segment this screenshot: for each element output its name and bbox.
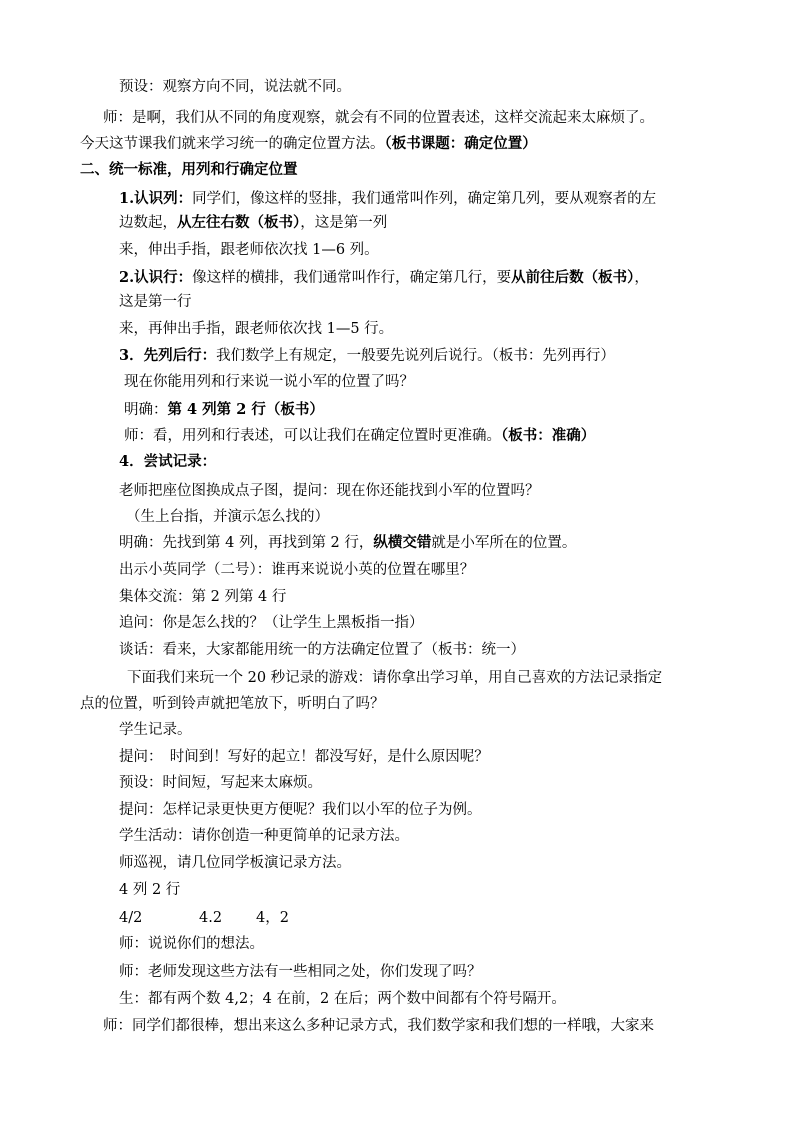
text-line: 生：都有两个数 4,2；4 在前，2 在后；两个数中间都有个符号隔开。 <box>119 991 566 1007</box>
text-line: 集体交流：第 2 列第 4 行 <box>119 589 287 605</box>
bold-text: 3．先列后行： <box>119 347 217 364</box>
text-line: 老师把座位图换成点子图，提问：现在你还能找到小军的位置吗？ <box>119 483 540 499</box>
text-line: 师：同学们都很棒，想出来这么多种记录方式，我们数学家和我们想的一样哦，大家来 <box>103 1018 654 1034</box>
text-span: 今天这节课我们就来学习统一的确定位置方法。 <box>80 136 385 152</box>
text-line: 点的位置，听到铃声就把笔放下，听明白了吗？ <box>80 696 385 712</box>
text-line: 4 列 2 行 <box>119 882 181 898</box>
bold-text: （板书课题：确定位置） <box>384 135 537 152</box>
bold-text: 第 4 列第 2 行（板书） <box>167 401 324 418</box>
notation-example: 4.2 <box>199 910 223 926</box>
text-line <box>119 189 656 209</box>
text-line: 谈话：看来，大家都能用统一的方法确定位置了（板书：统一） <box>119 642 525 658</box>
bold-text: 纵横交错 <box>373 534 432 551</box>
text-line: 提问：怎样记录更快更方便呢？我们以小军的位子为例。 <box>119 802 482 818</box>
subheading: 4．尝试记录： <box>119 453 217 470</box>
text-line: 出示小英同学（二号）：谁再来说说小英的位置在哪里？ <box>119 562 475 578</box>
notation-example: 4/2 <box>119 910 143 926</box>
text-line: 师巡视，请几位同学板演记录方法。 <box>119 855 351 871</box>
text-line <box>119 213 387 233</box>
text-span: 明确：先找到第 4 列，再找到第 2 行， <box>119 535 374 551</box>
text-span: ， <box>634 270 649 286</box>
text-line <box>119 533 576 553</box>
text-line: 学生记录。 <box>119 722 192 738</box>
text-line: 师：是啊，我们从不同的角度观察，就会有不同的位置表述，这样交流起来太麻烦了。 <box>103 110 654 126</box>
text-span: 边数起， <box>119 215 177 231</box>
text-line: 预设：观察方向不同，说法就不同。 <box>119 79 351 95</box>
text-line: 追问：你是怎么找的？（让学生上黑板指一指） <box>119 615 424 631</box>
text-line <box>124 426 595 446</box>
bold-text: 从前往后数（板书） <box>511 269 635 286</box>
section-heading: 二、统一标准，用列和行确定位置 <box>80 161 298 178</box>
text-line: 这是第一行 <box>119 294 192 310</box>
bold-text: （板书：准确） <box>501 427 596 444</box>
bold-text: 1.认识列： <box>119 190 193 207</box>
bold-text: 2.认识行： <box>119 269 193 286</box>
text-line: 提问： 时间到！写好的起立！都没写好，是什么原因呢？ <box>119 749 489 765</box>
notation-example: 4，2 <box>256 910 289 926</box>
text-line: 预设：时间短，写起来太麻烦。 <box>119 775 322 791</box>
text-line: 现在你能用列和行来说一说小军的位置了吗？ <box>124 374 414 390</box>
text-span: ，这是第一列 <box>300 215 388 231</box>
text-line: 师：说说你们的想法。 <box>119 936 264 952</box>
text-line: 来，再伸出手指，跟老师依次找 1—5 行。 <box>119 321 394 337</box>
text-span: 我们数学上有规定，一般要先说列后说行。（板书：先列再行） <box>216 348 615 364</box>
text-line: 来，伸出手指，跟老师依次找 1—6 列。 <box>119 242 379 258</box>
text-span: 师：看，用列和行表述，可以让我们在确定位置时更准确。 <box>124 428 501 444</box>
bold-text: 从左往右数（板书） <box>177 214 301 231</box>
text-line <box>119 346 615 366</box>
text-span: 同学们，像这样的竖排，我们通常叫作列，确定第几列，要从观察者的左 <box>192 191 657 207</box>
text-line <box>124 400 324 420</box>
text-line <box>80 134 537 154</box>
text-span: 明确： <box>124 402 168 418</box>
text-line <box>119 268 649 288</box>
text-span: 像这样的横排，我们通常叫作行，确定第几行，要 <box>192 270 512 286</box>
text-span: 就是小军所在的位置。 <box>431 535 577 551</box>
text-line: 学生活动：请你创造一种更简单的记录方法。 <box>119 828 409 844</box>
text-line: 师：老师发现这些方法有一些相同之处，你们发现了吗？ <box>119 964 482 980</box>
text-line: 下面我们来玩一个 20 秒记录的游戏：请你拿出学习单，用自己喜欢的方法记录指定 <box>127 670 663 686</box>
text-line: （生上台指，并演示怎么找的） <box>126 509 329 525</box>
